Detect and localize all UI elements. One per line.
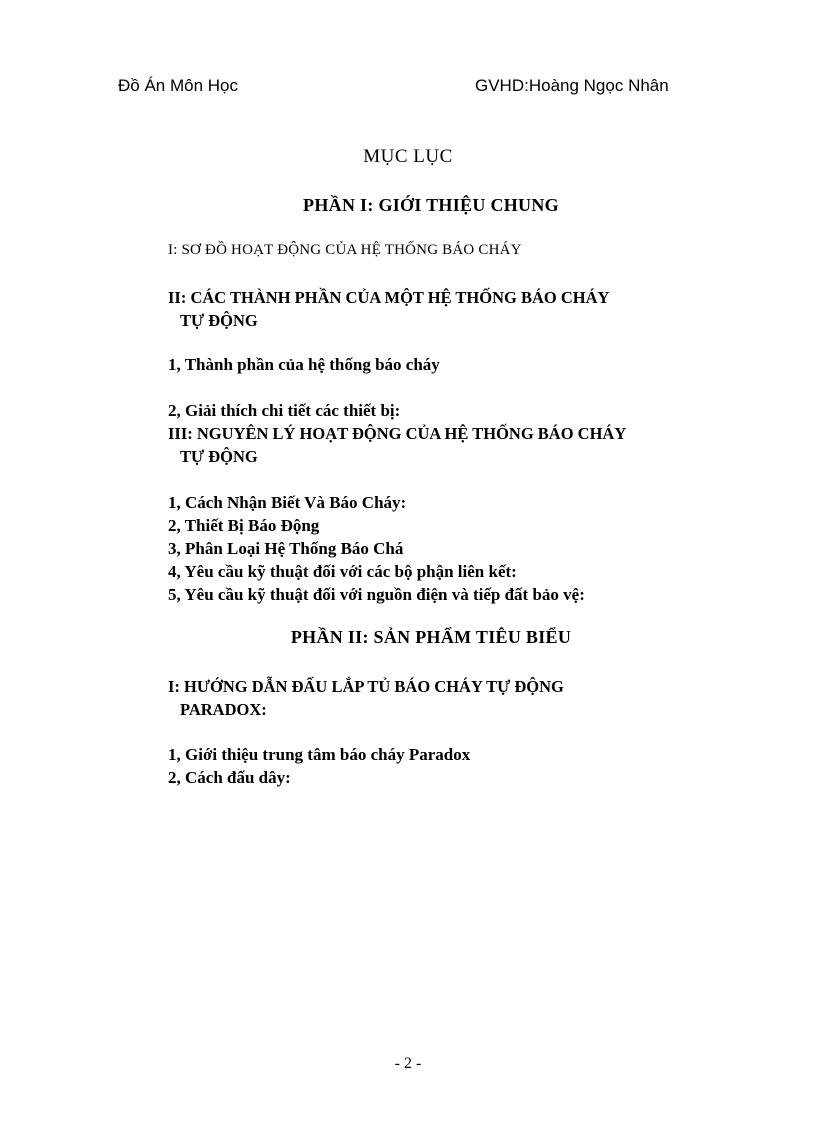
toc-part2-item-1: 1, Giới thiệu trung tâm báo cháy Paradox	[168, 745, 471, 764]
toc-section-3	[168, 422, 626, 468]
toc-item-2-1: 1, Thành phần của hệ thống báo cháy	[168, 355, 440, 374]
toc-section-3-line2: TỰ ĐỘNG	[180, 447, 258, 466]
toc-item-3-3: 3, Phân Loại Hệ Thống Báo Chá	[168, 539, 404, 558]
toc-section-2	[168, 286, 609, 332]
toc-section-2-line1: II: CÁC THÀNH PHẦN CỦA MỘT HỆ THỐNG BÁO CHÁY	[168, 288, 610, 307]
header-course-title: Đồ Án Môn Học	[118, 76, 238, 95]
toc-item-2-2: 2, Giải thích chi tiết các thiết bị:	[168, 401, 401, 420]
toc-title: MỤC LỤC	[363, 146, 453, 167]
toc-item-3-5: 5, Yêu cầu kỹ thuật đối với nguồn điện và tiếp đất bảo vệ:	[168, 585, 585, 604]
toc-item-3-4: 4, Yêu cầu kỹ thuật đối với các bộ phận liên kết:	[168, 562, 517, 581]
toc-item-3-2: 2, Thiết Bị Báo Động	[168, 516, 320, 535]
toc-item-3-1: 1, Cách Nhận Biết Và Báo Cháy:	[168, 493, 407, 512]
part2-title: PHẦN II: SẢN PHẨM TIÊU BIỂU	[290, 627, 572, 647]
toc-section-1: I: SƠ ĐỒ HOẠT ĐỘNG CỦA HỆ THỐNG BÁO CHÁY	[168, 242, 522, 258]
toc-part2-section-1-line1: I: HƯỚNG DẪN ĐẤU LẮP TỦ BÁO CHÁY TỰ ĐỘNG	[168, 677, 564, 696]
header-instructor: GVHD:Hoàng Ngọc Nhân	[475, 76, 669, 95]
toc-part2-section-1-line2: PARADOX:	[180, 700, 267, 719]
part1-title: PHẦN I: GIỚI THIỆU CHUNG	[303, 195, 559, 215]
toc-part2-item-2: 2, Cách đấu dây:	[168, 768, 291, 787]
toc-part2-section-1	[168, 675, 564, 721]
toc-section-3-line1: III: NGUYÊN LÝ HOẠT ĐỘNG CỦA HỆ THỐNG BÁO CHÁY	[168, 424, 627, 443]
page-number: - 2 -	[394, 1055, 422, 1072]
toc-section-2-line2: TỰ ĐỘNG	[180, 311, 258, 330]
